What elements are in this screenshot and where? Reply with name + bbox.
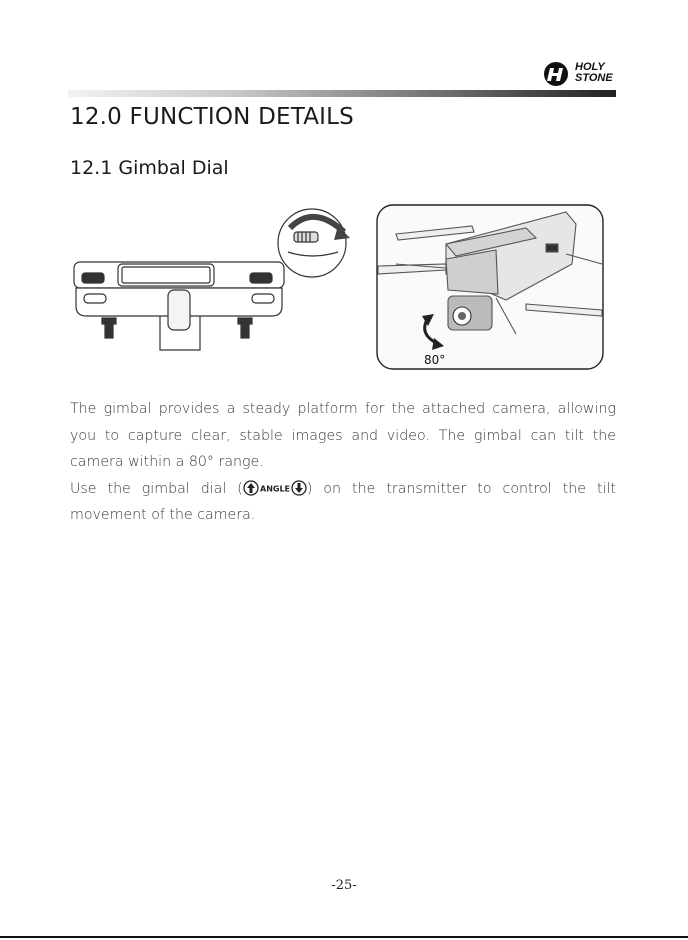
tilt-angle-label: 80° — [424, 353, 446, 367]
paragraph-2-start: Use the gimbal dial ( — [70, 480, 243, 497]
transmitter-illustration — [68, 204, 358, 354]
subsection-title: 12.1 Gimbal Dial — [70, 157, 229, 179]
bottom-rule — [0, 936, 688, 938]
paragraph-1: The gimbal provides a steady platform for the attached camera, allowing you to capture clear, stable images and video. The gimbal can tilt the camera within a 80° range. — [70, 401, 616, 470]
brand-wordmark — [575, 62, 613, 84]
section-title: 12.0 FUNCTION DETAILS — [70, 104, 354, 130]
dial-label: ANGLE — [259, 484, 290, 493]
drone-gimbal-illustration — [376, 204, 604, 370]
brand-line-2: STONE — [575, 72, 613, 84]
brand-line-1: HOLY — [575, 61, 605, 73]
body-text — [70, 396, 616, 529]
page-number: -25- — [331, 878, 357, 893]
paragraph-2 — [70, 476, 616, 529]
angle-dial-icon — [243, 480, 307, 496]
header-rule — [68, 90, 616, 97]
paragraph-2-end: ) on the transmitter to control the tilt movement of the camera. — [70, 480, 616, 523]
